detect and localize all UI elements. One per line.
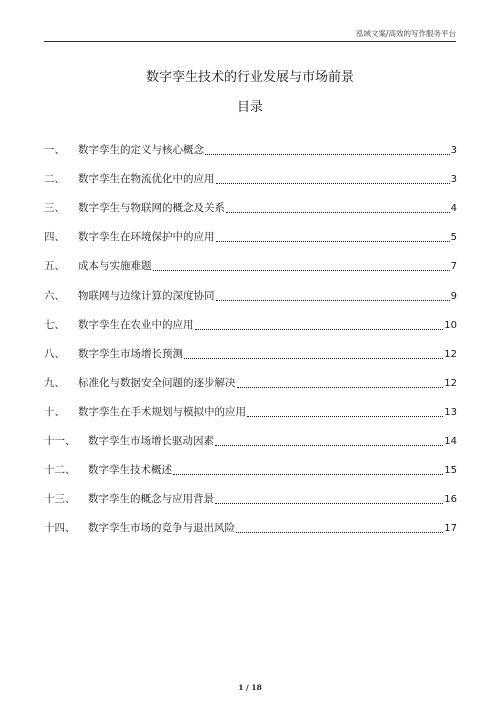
toc-entry[interactable]: [44, 303, 457, 332]
toc-entry-page: 12: [444, 348, 457, 360]
toc-entry[interactable]: [44, 390, 457, 419]
toc-entry-title: 数字孪生的定义与核心概念: [78, 144, 204, 157]
toc-dot-leader: [247, 403, 443, 417]
toc-entry-page: 5: [450, 232, 457, 244]
toc-entry[interactable]: [44, 419, 457, 448]
toc-dot-leader: [226, 199, 450, 213]
toc-entry-number: 十四、: [44, 522, 76, 535]
toc-dot-leader: [236, 519, 443, 533]
toc-entry-page: 17: [444, 523, 457, 535]
header-divider: [44, 41, 456, 42]
toc-dot-leader: [173, 461, 443, 475]
toc-entry[interactable]: [44, 215, 457, 244]
toc-entry-title: 数字孪生在农业中的应用: [78, 318, 194, 331]
toc-entry[interactable]: [44, 477, 457, 506]
toc-dot-leader: [237, 374, 444, 388]
toc-entry-number: 十三、: [44, 493, 76, 506]
toc-entry-title: 数字孪生市场增长驱动因素: [88, 435, 214, 448]
toc-entry-title: 数字孪生的概念与应用背景: [88, 493, 214, 506]
table-of-contents: [44, 128, 457, 535]
toc-entry-number: 十、: [44, 405, 65, 418]
toc-entry-page: 3: [450, 174, 457, 186]
toc-entry-number: 八、: [44, 347, 65, 360]
toc-entry-title: 数字孪生市场增长预测: [78, 347, 183, 360]
toc-entry-number: 四、: [44, 231, 65, 244]
toc-entry[interactable]: [44, 506, 457, 535]
toc-entry-number: 一、: [44, 144, 65, 157]
toc-entry-title: 数字孪生在物流优化中的应用: [78, 173, 215, 186]
document-title: 数字孪生技术的行业发展与市场前景: [145, 70, 354, 85]
toc-entry-number: 二、: [44, 173, 65, 186]
toc-entry[interactable]: [44, 361, 457, 390]
toc-entry-page: 12: [444, 377, 457, 389]
toc-entry-title: 数字孪生市场的竞争与退出风险: [88, 522, 235, 535]
toc-entry[interactable]: [44, 273, 457, 302]
toc-entry-title: 成本与实施难题: [78, 260, 152, 273]
toc-entry[interactable]: [44, 448, 457, 477]
toc-entry-title: 数字孪生与物联网的概念及关系: [78, 202, 225, 215]
toc-entry[interactable]: [44, 244, 457, 273]
toc-dot-leader: [215, 432, 443, 446]
toc-entry-page: 3: [450, 145, 457, 157]
toc-entry-number: 六、: [44, 289, 65, 302]
toc-entry-page: 10: [444, 319, 457, 331]
toc-entry-page: 15: [444, 465, 457, 477]
toc-entry-number: 三、: [44, 202, 65, 215]
toc-entry[interactable]: [44, 332, 457, 361]
toc-entry-number: 十一、: [44, 435, 76, 448]
toc-entry-page: 7: [450, 261, 457, 273]
toc-dot-leader: [195, 316, 444, 330]
toc-entry-page: 14: [444, 436, 457, 448]
toc-entry[interactable]: [44, 186, 457, 215]
toc-entry-title: 数字孪生技术概述: [88, 464, 172, 477]
toc-dot-leader: [216, 287, 450, 301]
toc-entry-number: 五、: [44, 260, 65, 273]
toc-entry-title: 数字孪生在手术规划与模拟中的应用: [78, 405, 246, 418]
toc-entry-number: 十二、: [44, 464, 76, 477]
toc-entry-page: 4: [450, 203, 457, 215]
toc-entry[interactable]: [44, 128, 457, 157]
toc-entry-title: 标准化与数据安全问题的逐步解决: [78, 376, 236, 389]
toc-entry-page: 16: [444, 494, 457, 506]
toc-dot-leader: [215, 490, 443, 504]
toc-heading: 目录: [236, 100, 263, 115]
toc-entry-title: 物联网与边缘计算的深度协同: [78, 289, 215, 302]
toc-dot-leader: [216, 228, 450, 242]
toc-dot-leader: [184, 345, 443, 359]
page-header: 泓域文案/高效的写作服务平台: [355, 29, 456, 38]
toc-entry-number: 七、: [44, 318, 65, 331]
toc-entry-page: 9: [450, 290, 457, 302]
toc-dot-leader: [205, 141, 450, 155]
toc-dot-leader: [216, 170, 450, 184]
toc-dot-leader: [153, 257, 450, 271]
toc-entry-page: 13: [444, 406, 457, 418]
toc-entry-number: 九、: [44, 376, 65, 389]
page-number-footer: 1 / 18: [238, 683, 262, 692]
toc-entry-title: 数字孪生在环境保护中的应用: [78, 231, 215, 244]
toc-entry[interactable]: [44, 157, 457, 186]
